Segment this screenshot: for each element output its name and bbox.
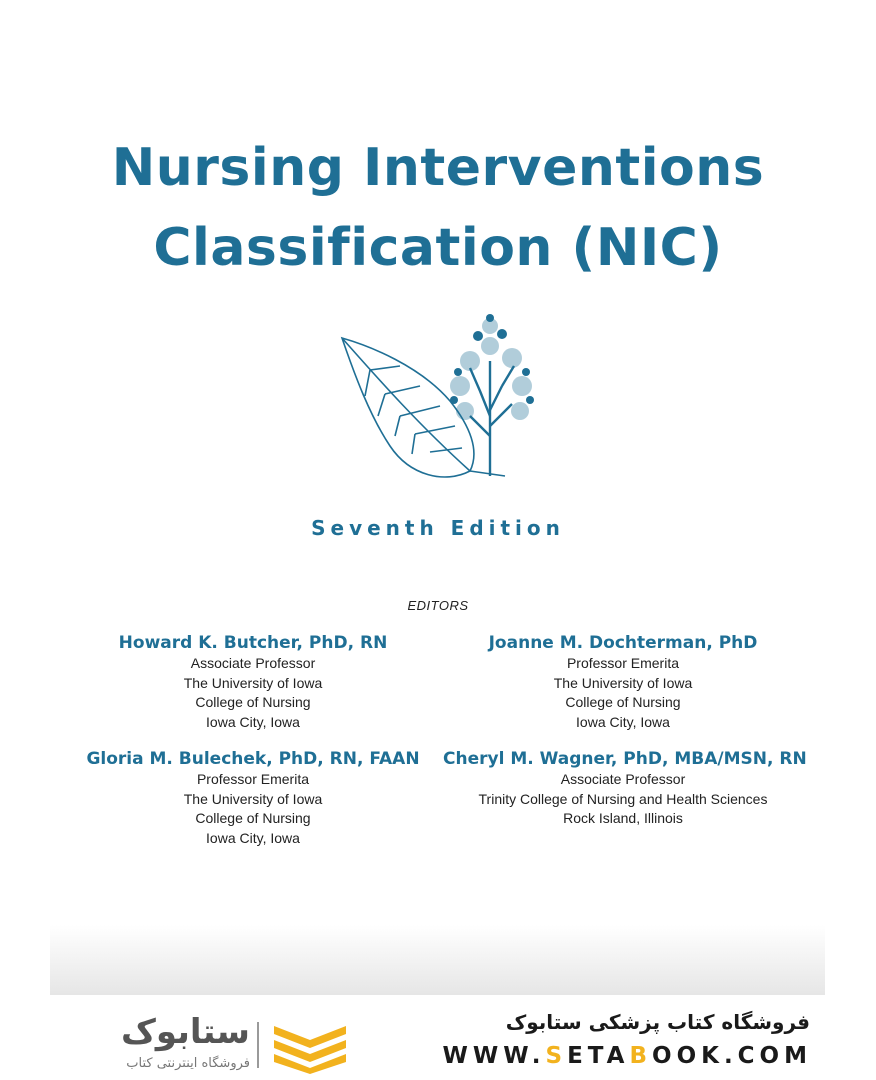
edition: Seventh Edition [311, 516, 565, 540]
url-highlight: S [545, 1043, 568, 1069]
url-part: WWW. [442, 1043, 546, 1069]
leaf-and-tree-icon [330, 306, 550, 496]
editor-block [73, 632, 433, 732]
editor-location: Iowa City, Iowa [206, 713, 300, 730]
url-highlight: B [629, 1043, 653, 1069]
url-part: OOK.COM [652, 1043, 812, 1069]
book-title-line-1: Nursing Interventions [111, 138, 765, 198]
url-part: ETA [567, 1043, 630, 1069]
editor-name: Joanne M. Dochterman, PhD [488, 633, 758, 653]
editor-title: Professor Emerita [566, 655, 680, 671]
editor-name: Gloria M. Bulechek, PhD, RN, FAAN [86, 749, 420, 769]
editor-block [443, 748, 807, 829]
book-stack-logo-icon [270, 1018, 350, 1074]
page-bottom-shadow [50, 925, 825, 995]
editor-name: Cheryl M. Wagner, PhD, MBA/MSN, RN [443, 749, 807, 769]
store-name: فروشگاه کتاب پزشکی ستابوک [505, 1010, 810, 1034]
editor-location: Rock Island, Illinois [563, 810, 683, 826]
editor-title: Professor Emerita [196, 771, 310, 787]
editor-college: College of Nursing [565, 694, 681, 710]
editor-block [443, 632, 803, 732]
editor-title: Associate Professor [560, 771, 686, 787]
book-title-line-2: Classification (NIC) [153, 218, 723, 278]
editor-location: Iowa City, Iowa [206, 829, 300, 846]
editor-block [73, 748, 433, 848]
store-url[interactable] [440, 1043, 812, 1069]
editor-location: Iowa City, Iowa [576, 713, 670, 730]
editors-label: EDITORS [407, 598, 469, 613]
editor-institution: Trinity College of Nursing and Health Sciences [478, 790, 768, 807]
editor-college: College of Nursing [195, 810, 311, 826]
store-logo-text: ستابوک [121, 1012, 250, 1052]
book-title [0, 128, 876, 288]
editor-university: The University of Iowa [553, 674, 693, 691]
editor-title: Associate Professor [190, 655, 316, 671]
editor-university: The University of Iowa [183, 674, 323, 691]
editor-name: Howard K. Butcher, PhD, RN [118, 633, 388, 653]
editor-university: The University of Iowa [183, 790, 323, 807]
logo-divider [257, 1022, 259, 1068]
editor-college: College of Nursing [195, 694, 311, 710]
store-logo-subtext: فروشگاه اینترنتی کتاب [126, 1056, 250, 1071]
